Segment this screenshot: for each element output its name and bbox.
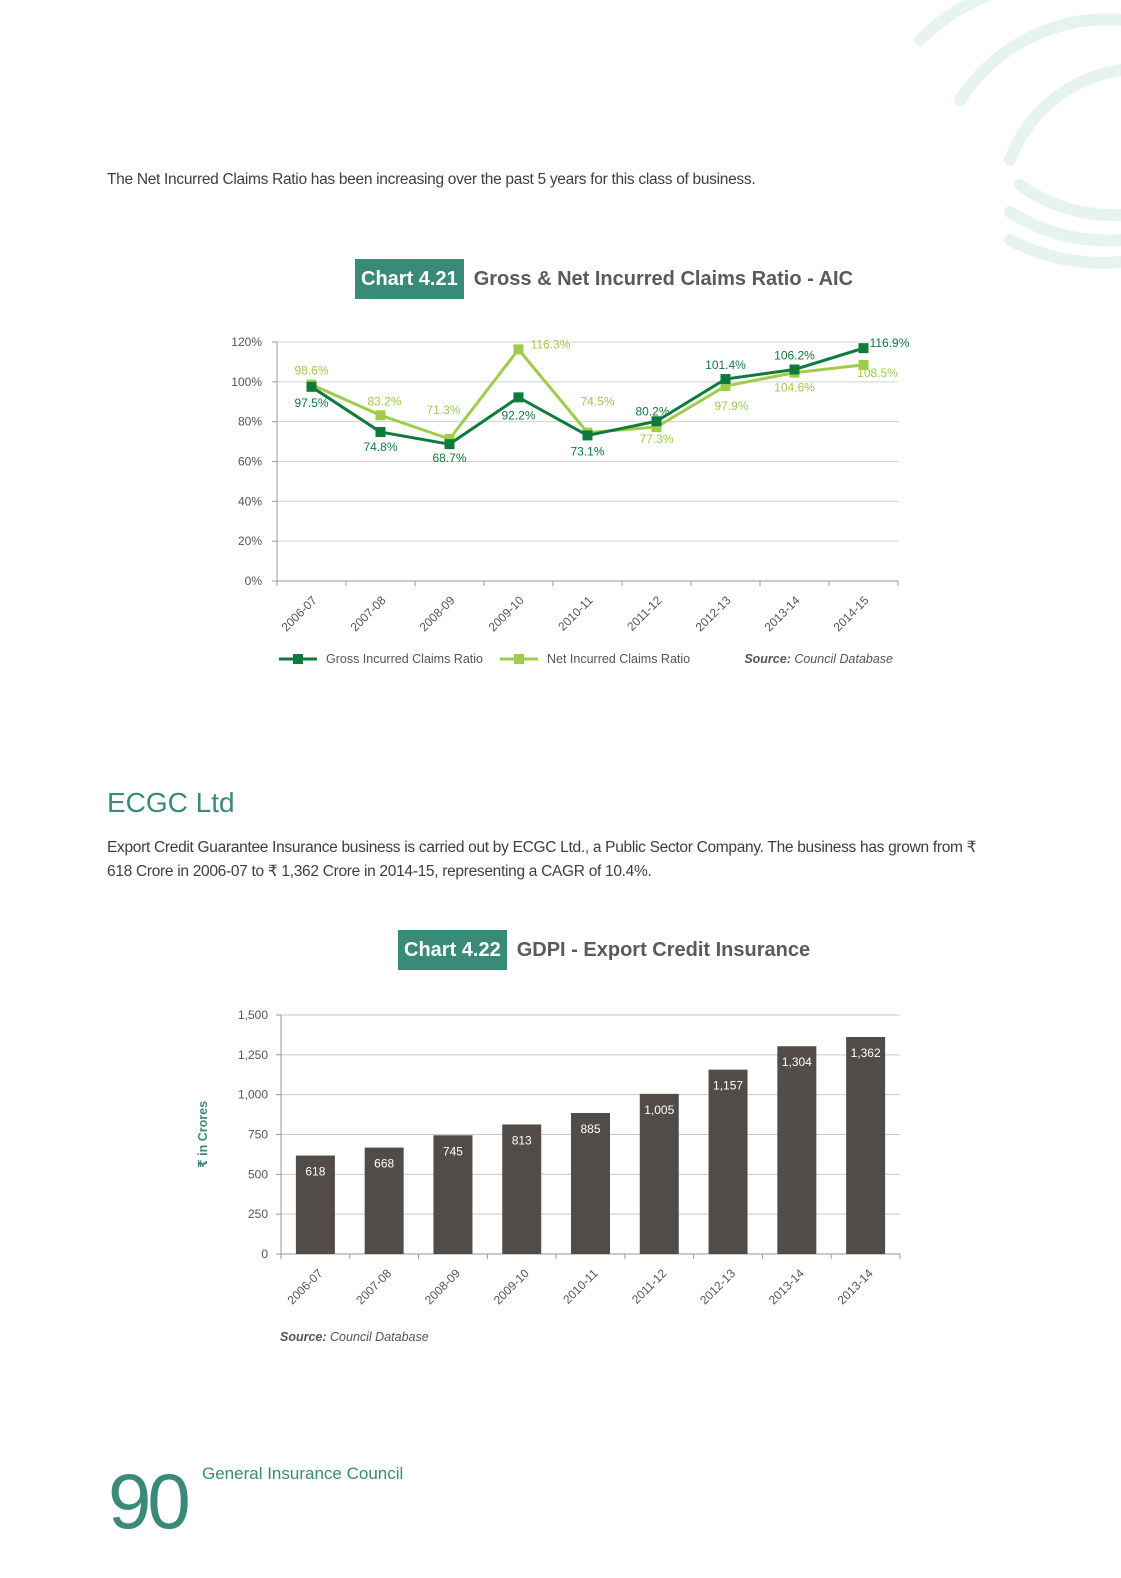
data-label: 108.5% — [857, 365, 898, 380]
section-title: ECGC Ltd — [107, 787, 235, 818]
source-label: Source: — [280, 1330, 331, 1344]
data-label: 116.9% — [869, 336, 910, 351]
footer-title: General Insurance Council — [202, 1464, 404, 1483]
y-tick-label: 750 — [247, 1127, 268, 1142]
data-point — [514, 392, 524, 402]
chart2-badge: Chart 4.22 — [398, 930, 507, 970]
x-tick-label: 2013-14 — [761, 593, 803, 635]
legend-label: Gross Incurred Claims Ratio — [326, 652, 483, 666]
bar-value-label: 745 — [442, 1144, 463, 1159]
source-value: Council Database — [794, 652, 893, 666]
bar-value-label: 885 — [580, 1121, 601, 1136]
x-tick-label: 2009-10 — [485, 593, 527, 635]
data-label: 104.6% — [774, 380, 815, 395]
data-point — [376, 427, 386, 437]
source-label: Source: — [744, 652, 795, 666]
data-label: 92.2% — [501, 408, 536, 423]
x-tick-label: 2009-10 — [490, 1266, 532, 1308]
x-tick-label: 2014-15 — [830, 593, 872, 635]
y-tick-label: 0% — [244, 574, 262, 588]
data-point — [376, 410, 386, 420]
data-point — [514, 344, 524, 354]
source-note — [280, 1330, 429, 1344]
data-point — [790, 364, 800, 374]
intro-text: The Net Incurred Claims Ratio has been increasing over the past 5 years for this class of business. — [107, 171, 756, 188]
data-point — [583, 430, 593, 440]
bar-value-label: 1,362 — [850, 1045, 881, 1060]
chart2-title: GDPI - Export Credit Insurance — [516, 938, 811, 961]
data-label: 101.4% — [705, 358, 746, 373]
bar-chart — [0, 995, 1121, 1355]
data-point — [307, 382, 317, 392]
y-tick-label: 250 — [247, 1207, 268, 1222]
x-tick-label: 2006-07 — [284, 1266, 326, 1308]
x-tick-label: 2007-08 — [353, 1266, 395, 1308]
bar-value-label: 1,005 — [644, 1102, 675, 1117]
y-tick-label: 20% — [237, 534, 262, 549]
page-number: 90 — [108, 1457, 187, 1545]
x-tick-label: 2011-12 — [628, 1266, 670, 1307]
data-point — [859, 343, 869, 353]
data-label: 74.8% — [363, 440, 398, 455]
y-tick-label: 40% — [237, 494, 262, 509]
data-label: 97.9% — [714, 399, 749, 414]
y-tick-label: 1,500 — [237, 1008, 268, 1022]
x-tick-label: 2008-09 — [416, 593, 458, 635]
chart2-header — [398, 930, 810, 970]
bar — [777, 1046, 816, 1254]
y-tick-label: 120% — [231, 335, 262, 349]
bar — [846, 1037, 885, 1254]
data-label: 73.1% — [570, 444, 605, 459]
data-label: 97.5% — [294, 395, 329, 410]
data-label: 77.3% — [639, 432, 674, 447]
bar-value-label: 813 — [511, 1133, 532, 1148]
x-tick-label: 2008-09 — [422, 1266, 464, 1308]
section-text-line2: 618 Crore in 2006-07 to ₹ 1,362 Crore in 2014-15, representing a CAGR of 10.4%. — [107, 863, 652, 880]
data-label: 106.2% — [774, 348, 815, 363]
data-label: 74.5% — [580, 394, 615, 409]
x-tick-label: 2007-08 — [347, 593, 389, 635]
data-label: 71.3% — [426, 402, 461, 417]
y-tick-label: 1,000 — [237, 1087, 268, 1102]
y-tick-label: 60% — [237, 454, 262, 469]
x-tick-label: 2006-07 — [278, 593, 320, 635]
data-label: 116.3% — [530, 337, 571, 352]
data-point — [721, 374, 731, 384]
x-tick-label: 2013-14 — [834, 1266, 876, 1308]
data-label: 68.7% — [432, 451, 467, 466]
x-tick-label: 2010-11 — [555, 593, 596, 634]
bar — [640, 1094, 679, 1254]
x-tick-label: 2011-12 — [624, 593, 665, 634]
x-tick-label: 2012-13 — [697, 1266, 739, 1308]
bar-value-label: 668 — [374, 1156, 395, 1171]
bar-value-label: 1,157 — [713, 1078, 744, 1093]
y-tick-label: 0 — [261, 1247, 268, 1261]
data-label: 83.2% — [367, 394, 402, 409]
y-tick-label: 500 — [247, 1167, 268, 1182]
line-chart — [0, 320, 1121, 680]
chart1-title: Gross & Net Incurred Claims Ratio - AIC — [473, 267, 854, 290]
data-label: 98.6% — [294, 363, 329, 378]
source-value: Council Database — [330, 1330, 429, 1344]
legend-label: Net Incurred Claims Ratio — [547, 652, 691, 666]
chart1-badge: Chart 4.21 — [355, 259, 464, 299]
bar-value-label: 618 — [305, 1164, 326, 1179]
x-tick-label: 2012-13 — [692, 593, 734, 635]
y-axis-label: ₹ in Crores — [196, 1100, 210, 1169]
y-tick-label: 80% — [237, 414, 262, 429]
y-tick-label: 1,250 — [237, 1047, 268, 1062]
x-tick-label: 2013-14 — [765, 1266, 807, 1308]
section-text-line1: Export Credit Guarantee Insurance business is carried out by ECGC Ltd., a Public Sector Company. The business has grown from ₹ — [107, 839, 977, 856]
legend-marker — [293, 654, 303, 664]
bar-value-label: 1,304 — [781, 1055, 812, 1070]
bar — [709, 1070, 748, 1254]
source-note — [744, 652, 893, 666]
data-point — [445, 439, 455, 449]
data-label: 80.2% — [635, 404, 670, 419]
chart1-header — [355, 259, 853, 299]
decorative-arcs-icon — [880, 0, 1121, 270]
legend-marker — [514, 654, 524, 664]
y-tick-label: 100% — [231, 374, 262, 389]
x-tick-label: 2010-11 — [560, 1266, 601, 1307]
